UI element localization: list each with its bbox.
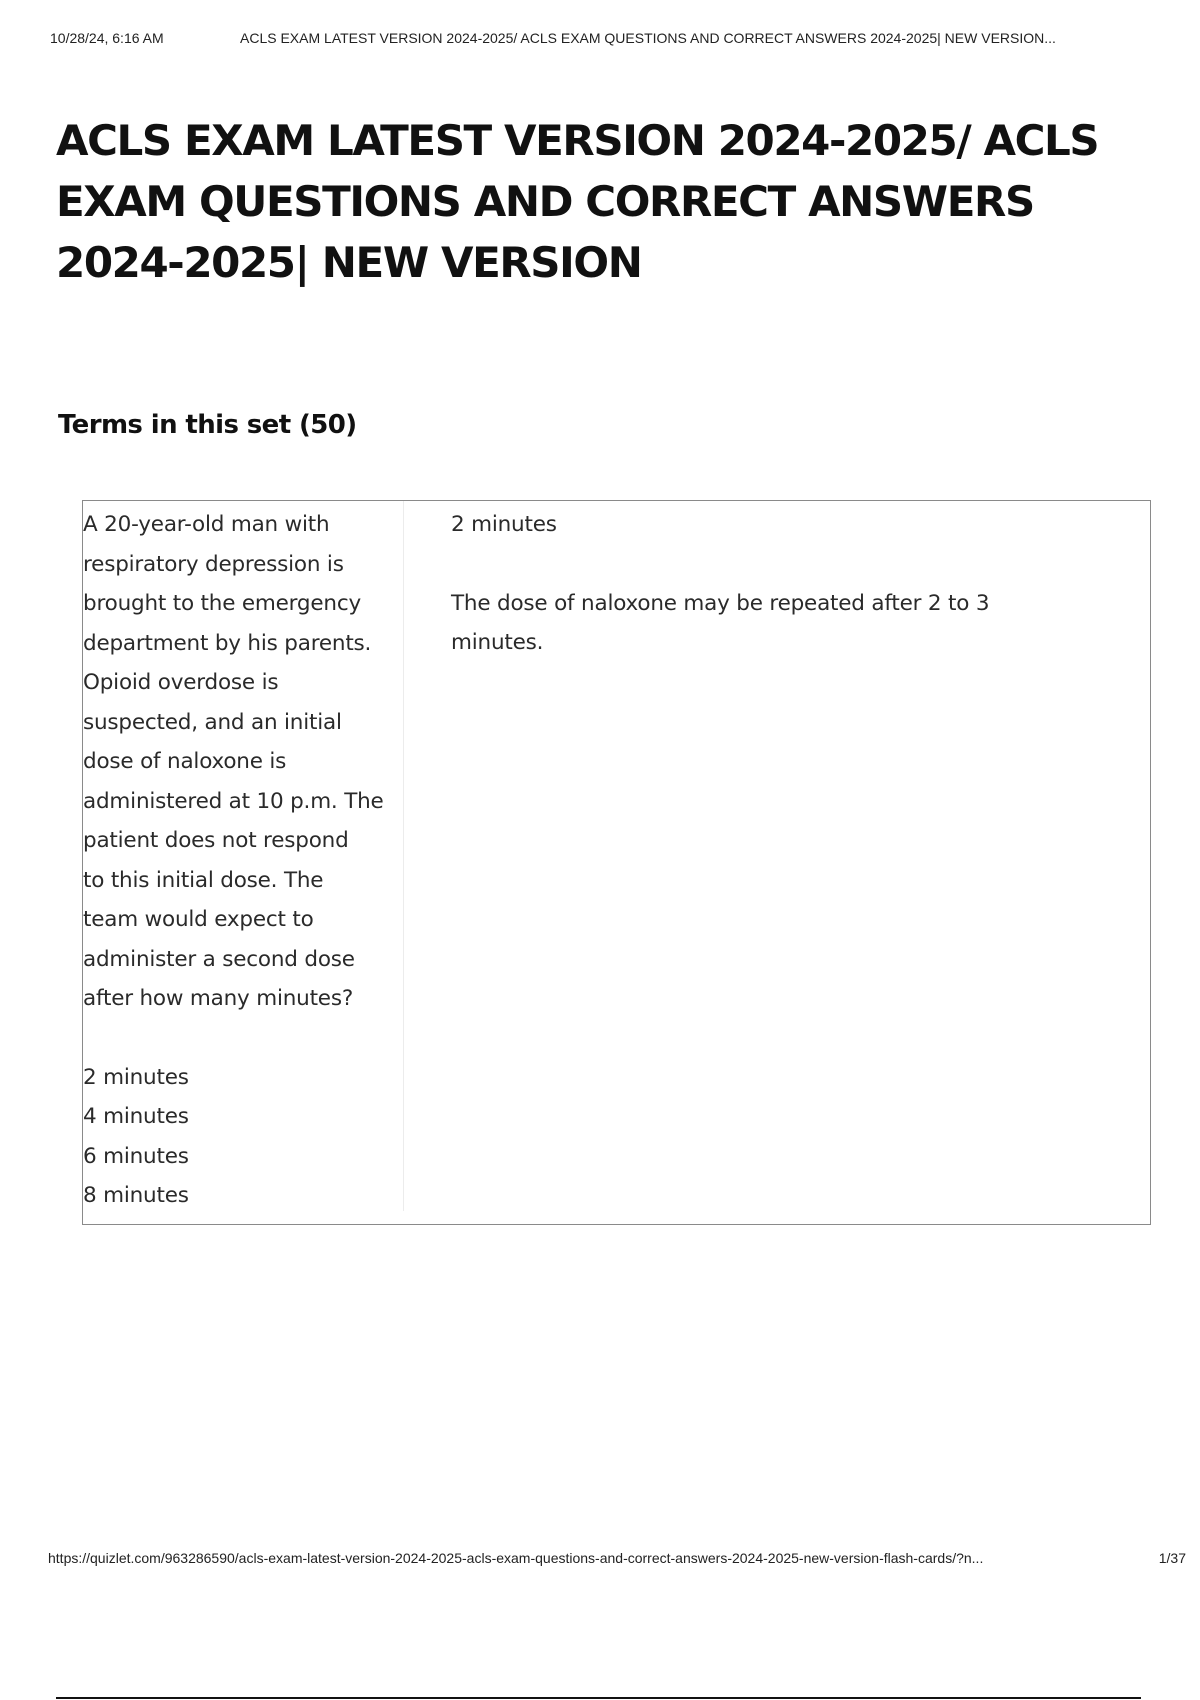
question-line: administered at 10 p.m. The <box>83 788 384 814</box>
answer-option: 8 minutes <box>83 1183 189 1208</box>
page-title-line: ACLS EXAM LATEST VERSION 2024-2025/ ACLS <box>56 116 1099 165</box>
correct-answer: 2 minutes <box>451 512 557 537</box>
print-header <box>50 30 1180 50</box>
question-line: dose of naloxone is <box>83 749 287 774</box>
source-url: https://quizlet.com/963286590/acls-exam-latest-version-2024-2025-acls-exam-questions-and-correct-answers-2024-2025-new-version-flash-cards/?n... <box>48 1550 984 1566</box>
card-divider <box>403 501 404 1211</box>
question-line: A 20-year-old man with <box>83 512 330 537</box>
explanation-line: The dose of naloxone may be repeated after 2 to 3 <box>451 590 990 616</box>
page-indicator: 1/37 <box>1158 1550 1186 1566</box>
answer-explanation <box>451 584 1071 663</box>
question-line: team would expect to <box>83 907 314 932</box>
page-title-line: EXAM QUESTIONS AND CORRECT ANSWERS <box>56 177 1034 226</box>
card-term <box>83 505 383 1216</box>
page-title-line: 2024-2025| NEW VERSION <box>56 238 642 287</box>
question-line: brought to the emergency <box>83 591 361 616</box>
answer-option: 6 minutes <box>83 1143 189 1169</box>
terms-count-heading: Terms in this set (50) <box>58 410 357 440</box>
question-line: administer a second dose <box>83 946 355 972</box>
answer-option: 2 minutes <box>83 1064 189 1090</box>
flashcard <box>82 500 1151 1225</box>
print-document-title: ACLS EXAM LATEST VERSION 2024-2025/ ACLS EXAM QUESTIONS AND CORRECT ANSWERS 2024-2025| NEW VERSION... <box>240 30 1056 46</box>
question-line: department by his parents. <box>83 630 372 656</box>
print-datetime: 10/28/24, 6:16 AM <box>50 30 164 46</box>
explanation-line: minutes. <box>451 630 544 655</box>
question-line: after how many minutes? <box>83 986 354 1011</box>
print-footer <box>48 1550 1186 1570</box>
answer-options <box>83 1058 383 1216</box>
page-bottom-rule <box>56 1697 1141 1699</box>
question-line: Opioid overdose is <box>83 670 279 695</box>
answer-option: 4 minutes <box>83 1104 189 1129</box>
question-line: to this initial dose. The <box>83 867 324 893</box>
question-line: patient does not respond <box>83 828 349 853</box>
page-title <box>56 110 1156 293</box>
question-line: respiratory depression is <box>83 551 344 577</box>
question-line: suspected, and an initial <box>83 709 342 735</box>
card-definition <box>451 505 1071 663</box>
